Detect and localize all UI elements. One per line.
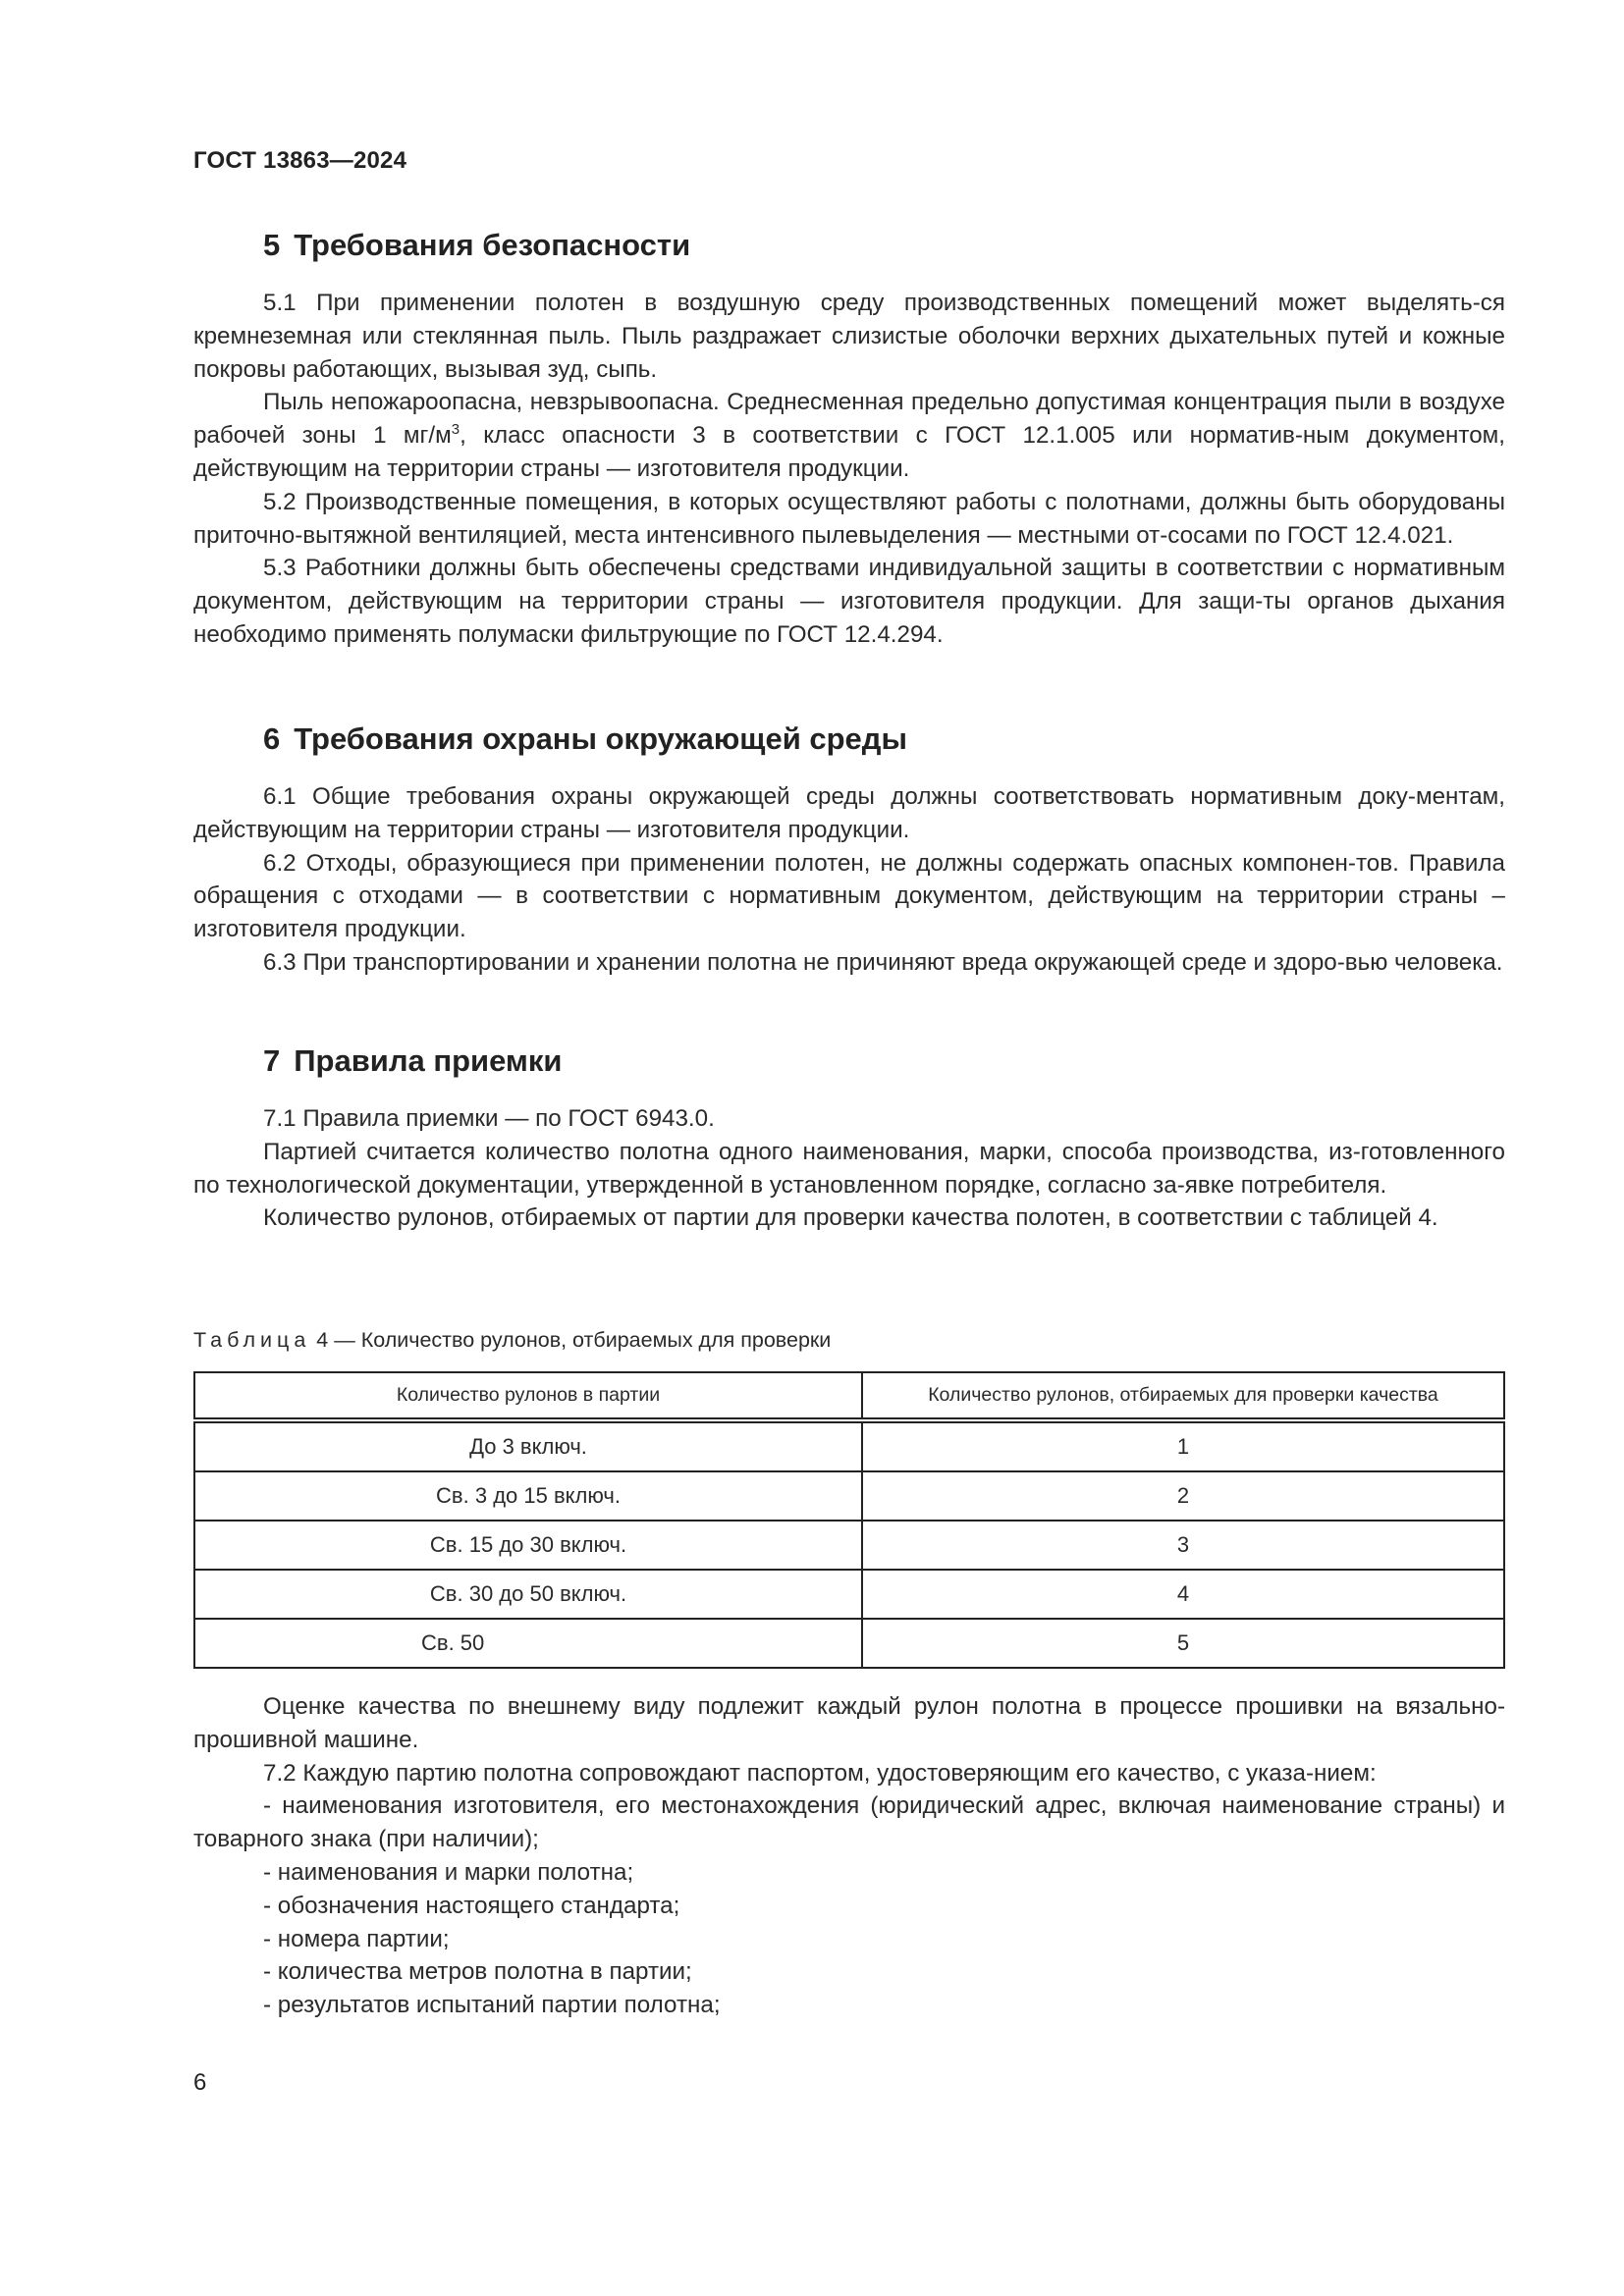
paragraph-5-1: 5.1 При применении полотен в воздушную среду производственных помещений может выделять-ся кремнеземная или стеклянная пыль. Пыль раздражает слизистые оболочки верхних дыхательных путей и кожные покровы работающих, вызывая зуд, сыпь.: [193, 290, 1505, 383]
table-cell-batch-size: Св. 15 до 30 включ.: [194, 1521, 862, 1570]
column-header: Количество рулонов в партии: [194, 1372, 862, 1420]
table-caption-text: 4 — Количество рулонов, отбираемых для проверки: [310, 1328, 832, 1352]
column-header: Количество рулонов, отбираемых для проверки качества: [862, 1372, 1504, 1420]
table-row: [194, 1521, 1504, 1570]
table-row: [194, 1570, 1504, 1619]
table-cell-sample-count: 2: [862, 1471, 1504, 1521]
table-cell-batch-size: Св. 30 до 50 включ.: [194, 1570, 862, 1619]
list-item: - наименования и марки полотна;: [263, 1858, 634, 1886]
paragraph-6-2: 6.2 Отходы, образующиеся при применении полотен, не должны содержать опасных компонен-тов. Правила обращения с отходами — в соответствии с нормативным документом, действующим на территории страны – изготовителя продукции.: [193, 849, 1505, 943]
list-item: - обозначения настоящего стандарта;: [263, 1892, 680, 1919]
list-item: - номера партии;: [263, 1925, 450, 1952]
table-cell-batch-size: Св. 3 до 15 включ.: [194, 1471, 862, 1521]
page-number: 6: [193, 2069, 207, 2096]
section-number: 6: [263, 721, 281, 756]
table-cell-sample-count: 5: [862, 1619, 1504, 1668]
paragraph-batch-definition: Партией считается количество полотна одного наименования, марки, способа производства, из-готовленного по технологической документации, утвержденной в установленном порядке, согласно за-явке потребителя.: [193, 1138, 1505, 1199]
document-code-header: ГОСТ 13863—2024: [193, 147, 407, 174]
table-cell-batch-size: Св. 50: [194, 1619, 862, 1668]
paragraph-7-2: 7.2 Каждую партию полотна сопровождают паспортом, удостоверяющим его качество, с указа-нием:: [263, 1759, 1377, 1787]
paragraph-visual-inspection: Оценке качества по внешнему виду подлежит каждый рулон полотна в процессе прошивки на вязально-прошивной машине.: [193, 1693, 1505, 1753]
section-number: 5: [263, 228, 281, 262]
table-row: [194, 1471, 1504, 1521]
list-item: - наименования изготовителя, его местонахождения (юридический адрес, включая наименование страны) и товарного знака (при наличии);: [193, 1792, 1505, 1853]
section-6-body: [193, 780, 1505, 980]
paragraph-5-3: 5.3 Работники должны быть обеспечены средствами индивидуальной защиты в соответствии с нормативным документом, действующим на территории страны — изготовителя продукции. Для защи-ты органов дыхания необходимо применять полумаски фильтрующие по ГОСТ 12.4.294.: [193, 555, 1505, 648]
paragraph-6-3: 6.3 При транспортировании и хранении полотна не причиняют вреда окружающей среде и здоро-вью человека.: [263, 948, 1503, 976]
sampling-table: [193, 1371, 1505, 1669]
paragraph-7-1: 7.1 Правила приемки — по ГОСТ 6943.0.: [263, 1105, 715, 1132]
paragraph-sample-count: Количество рулонов, отбираемых от партии для проверки качества полотен, в соответствии с таблицей 4.: [263, 1204, 1438, 1232]
table-caption: [193, 1328, 831, 1353]
table-cell-sample-count: 1: [862, 1420, 1504, 1471]
table-cell-batch-size: До 3 включ.: [194, 1420, 862, 1471]
paragraph-5-2: 5.2 Производственные помещения, в которых осуществляют работы с полотнами, должны быть оборудованы приточно-вытяжной вентиляцией, места интенсивного пылевыделения — местными от-сосами по ГОСТ 12.4.021.: [193, 488, 1505, 549]
section-6-heading: [263, 721, 907, 757]
post-table-body: [193, 1690, 1505, 2022]
section-number: 7: [263, 1043, 281, 1078]
list-item: - количества метров полотна в партии;: [263, 1958, 692, 1986]
section-5-heading: [263, 228, 690, 263]
paragraph-dust: Пыль непожароопасна, невзрывоопасна. Среднесменная предельно допустимая концентрация пыли в воздухе рабочей зоны 1 $мг/м^3$, класс опасности 3 в соответствии с ГОСТ 12.1.005 или норматив-ным документом, действующим на территории страны — изготовителя продукции.: [193, 389, 1505, 482]
paragraph-6-1: 6.1 Общие требования охраны окружающей среды должны соответствовать нормативным доку-ментам, действующим на территории страны — изготовителя продукции.: [193, 783, 1505, 843]
table-cell-sample-count: 3: [862, 1521, 1504, 1570]
section-title: Требования охраны окружающей среды: [294, 721, 907, 756]
section-7-body: [193, 1102, 1505, 1235]
list-item: - результатов испытаний партии полотна;: [263, 1992, 721, 2019]
table-cell-sample-count: 4: [862, 1570, 1504, 1619]
table-row: [194, 1619, 1504, 1668]
section-title: Требования безопасности: [294, 228, 691, 262]
table-header-row: [194, 1372, 1504, 1420]
section-title: Правила приемки: [294, 1043, 563, 1078]
table-row: [194, 1420, 1504, 1471]
section-5-body: [193, 287, 1505, 652]
table-caption-label: Таблица: [193, 1328, 311, 1352]
section-7-heading: [263, 1043, 562, 1079]
